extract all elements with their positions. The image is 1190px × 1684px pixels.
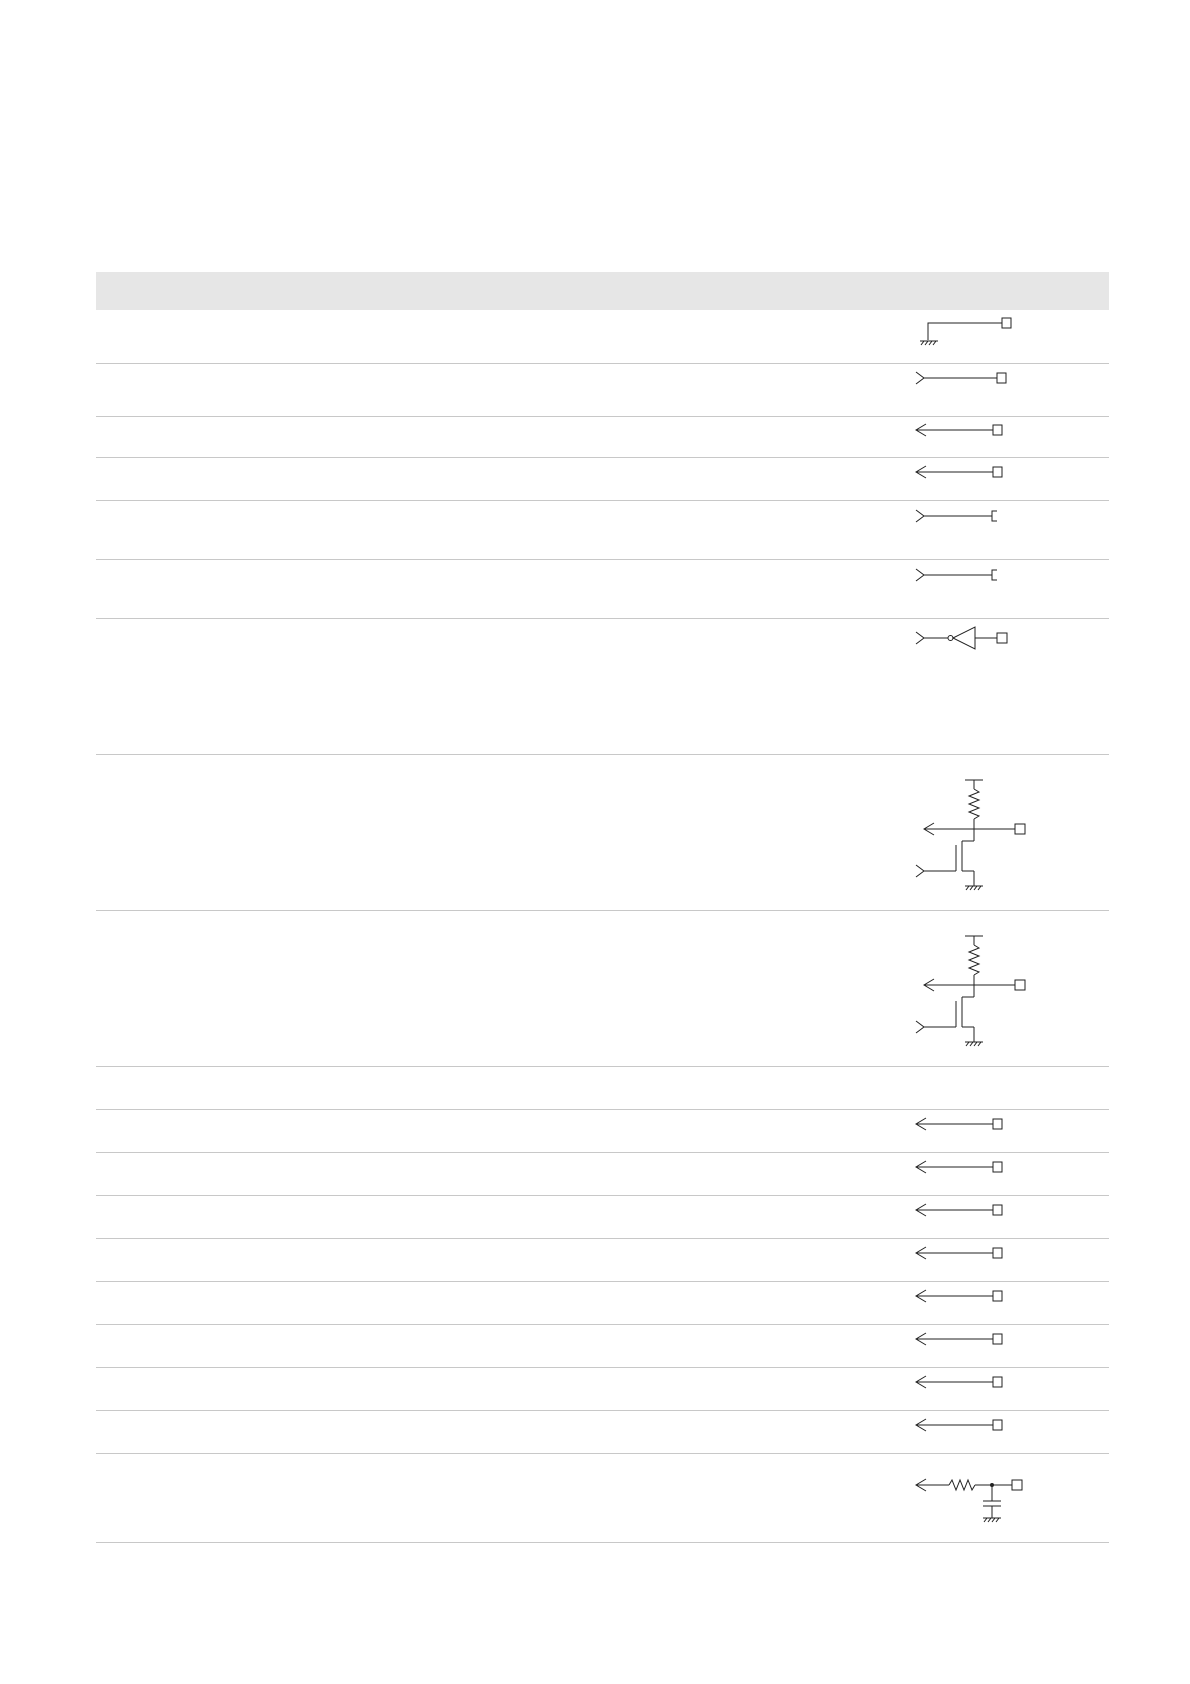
table-row (96, 1454, 1109, 1543)
table-row (96, 1411, 1109, 1454)
pin-description (226, 755, 846, 910)
table-row (96, 1368, 1109, 1411)
input-bracket-symbol (906, 501, 1026, 559)
table-row (96, 364, 1109, 417)
pin-description (226, 911, 846, 1066)
pin-name (96, 1153, 226, 1195)
table-row (96, 1153, 1109, 1196)
pin-description (226, 417, 846, 457)
pin-description (226, 1110, 846, 1152)
output-pin-symbol (906, 1411, 1026, 1453)
output-pin-symbol (906, 1153, 1026, 1195)
pin-description (226, 364, 846, 416)
output-pin-symbol (906, 417, 1026, 457)
pin-name (96, 364, 226, 416)
input-pin-symbol (906, 364, 1026, 416)
pin-description (226, 1325, 846, 1367)
pin-name (96, 1325, 226, 1367)
output-pin-symbol (906, 1325, 1026, 1367)
rc-filter-output-symbol (906, 1454, 1036, 1542)
pin-description (226, 1196, 846, 1238)
pin-description (226, 310, 846, 363)
table-row (96, 1325, 1109, 1368)
pin-name (96, 1239, 226, 1281)
table-row (96, 501, 1109, 560)
table-row (96, 310, 1109, 364)
pin-description (226, 1454, 846, 1542)
table-row (96, 755, 1109, 911)
pin-name (96, 310, 226, 363)
pin-name (96, 1196, 226, 1238)
pin-description (226, 501, 846, 559)
pin-name (96, 501, 226, 559)
table-row (96, 1282, 1109, 1325)
pin-description (226, 1282, 846, 1324)
pin-name (96, 458, 226, 500)
pin-description (226, 1153, 846, 1195)
pin-description (226, 619, 846, 754)
output-pin-symbol (906, 1110, 1026, 1152)
pin-name (96, 1368, 226, 1410)
pin-name (96, 1454, 226, 1542)
output-pin-symbol (906, 1282, 1026, 1324)
table-row (96, 1110, 1109, 1153)
table-row (96, 1067, 1109, 1110)
pin-description (226, 560, 846, 618)
table-row (96, 619, 1109, 755)
open-drain-pullup-symbol (906, 755, 1036, 910)
output-pin-symbol (906, 1239, 1026, 1281)
pin-description (226, 1368, 846, 1410)
pin-description (226, 1239, 846, 1281)
output-pin-symbol (906, 458, 1026, 500)
table-row (96, 458, 1109, 501)
ground-output-symbol (906, 310, 1026, 363)
pin-name (96, 1110, 226, 1152)
table-row (96, 560, 1109, 619)
inverter-buffer-symbol (906, 619, 1026, 754)
output-pin-symbol (906, 1368, 1026, 1410)
pin-name (96, 911, 226, 1066)
pin-description-table (96, 272, 1109, 1543)
pin-name (96, 1282, 226, 1324)
table-row (96, 1196, 1109, 1239)
pin-name (96, 1411, 226, 1453)
pin-name (96, 755, 226, 910)
pin-description (226, 1411, 846, 1453)
pin-name (96, 417, 226, 457)
table-header (96, 272, 1109, 310)
pin-name (96, 560, 226, 618)
table-row (96, 911, 1109, 1067)
table-row (96, 417, 1109, 458)
input-bracket-symbol (906, 560, 1026, 618)
table-row (96, 1239, 1109, 1282)
output-pin-symbol (906, 1196, 1026, 1238)
pin-description (226, 458, 846, 500)
page-title (96, 120, 1096, 180)
open-drain-pullup-symbol (906, 911, 1036, 1066)
pin-name (96, 1067, 226, 1109)
pin-name (96, 619, 226, 754)
pin-description (226, 1067, 846, 1109)
